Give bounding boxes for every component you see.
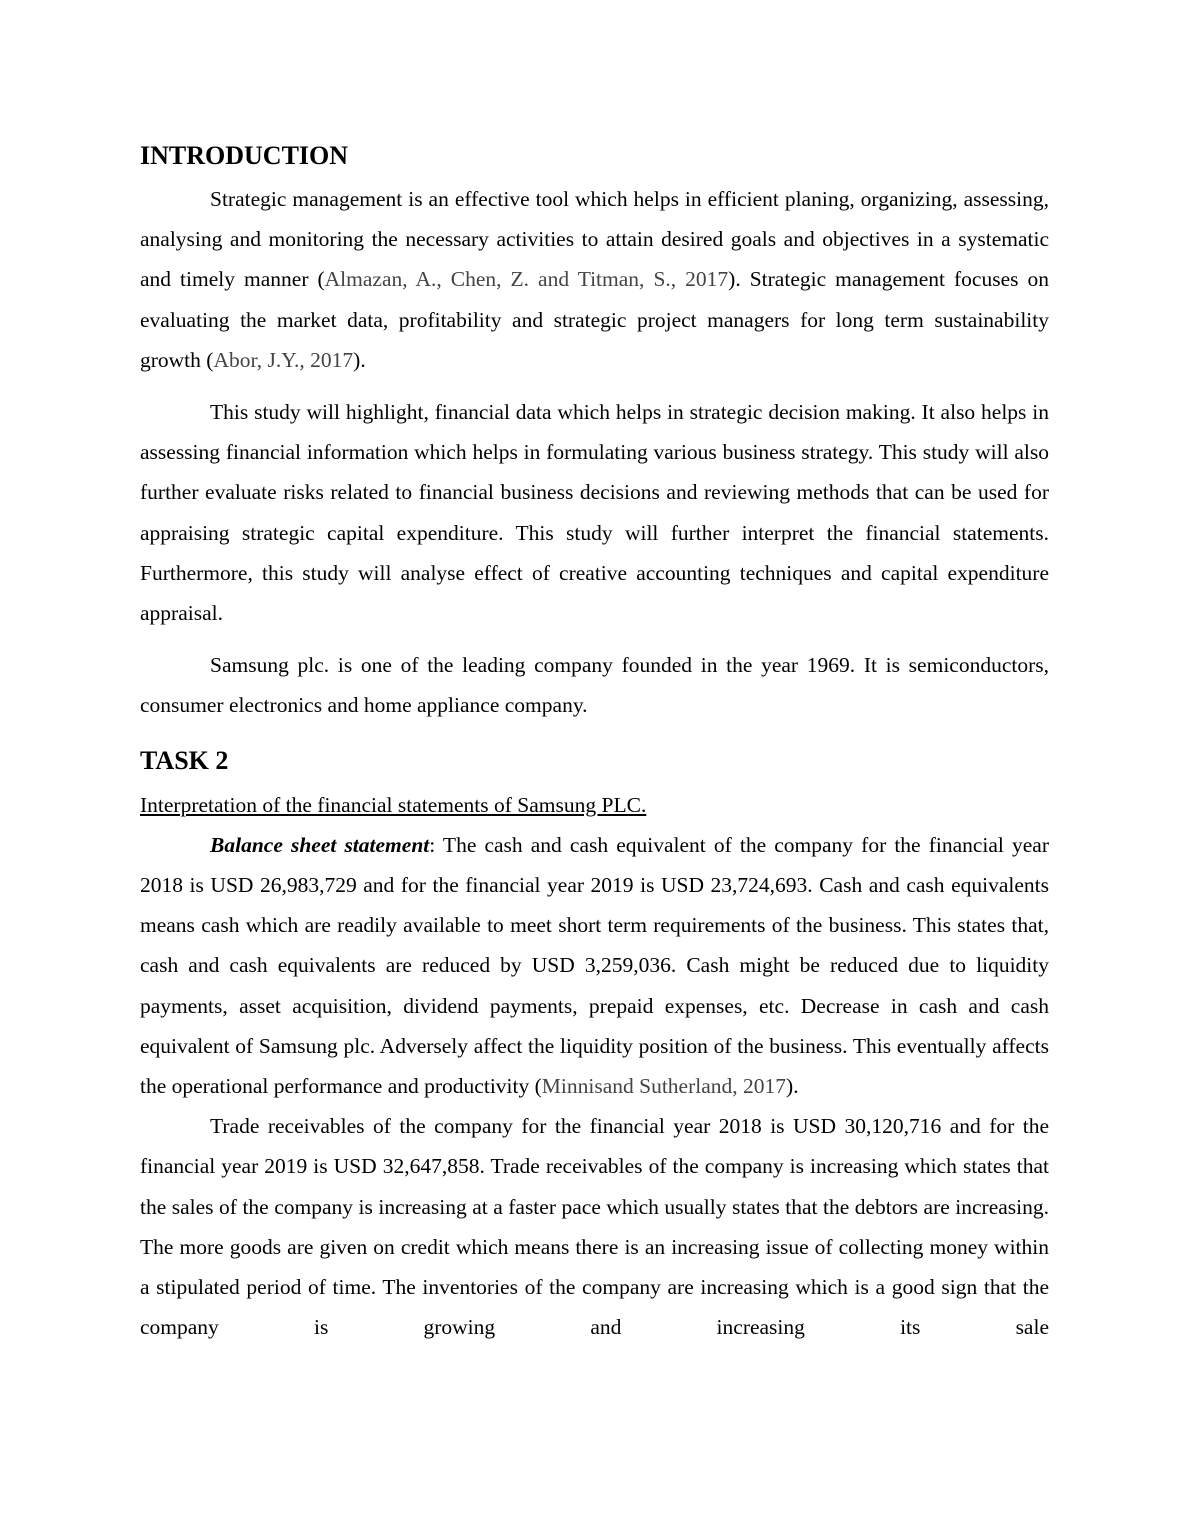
document-page [140,136,1049,1347]
citation-almazan: Almazan, A., Chen, Z. and Titman, S., 2017 [324,267,729,292]
intro-p1-text-a: Strategic management is an effective tool which helps in efficient planing, organizing, assessing, analysing and monitoring the necessary activities to attain desired goals and objectives in a systematic and timely manner ( [140,187,1049,292]
task2-p1-text-a: : The cash and cash equivalent of the company for the financial year 2018 is USD 26,983,729 and for the financial year 2019 is USD 23,724,693. Cash and cash equivalents means cash which are readily available to meet short term requirements of the business. This states that, cash and cash equivalents are reduced by USD 3,259,036. Cash might be reduced due to liquidity payments, asset acquisition, dividend payments, prepaid expenses, etc. Decrease in cash and cash equivalent of Samsung plc. Adversely affect the liquidity position of the business. This eventually affects the operational performance and productivity ( [140,832,1049,1099]
intro-paragraph-2: This study will highlight, financial data which helps in strategic decision making. It also helps in assessing financial information which helps in formulating various business strategy. This study will also further evaluate risks related to financial business decisions and reviewing methods that can be used for appraising strategic capital expenditure. This study will further interpret the financial statements. Furthermore, this study will analyse effect of creative accounting techniques and capital expenditure appraisal. [140,400,1049,626]
balance-sheet-lead: Balance sheet statement [210,832,430,857]
intro-paragraph-1 [140,179,1049,380]
task2-heading: TASK 2 [140,745,229,775]
task2-paragraph-1 [140,825,1049,1106]
task2-p1-text-b: ). [786,1074,799,1099]
citation-abor: Abor, J.Y., 2017 [213,347,354,372]
citation-minnis: Minnisand Sutherland, 2017 [541,1074,787,1099]
intro-heading: INTRODUCTION [140,141,349,170]
intro-paragraph-3: Samsung plc. is one of the leading company founded in the year 1969. It is semiconductors, consumer electronics and home appliance company. [140,653,1049,718]
task2-paragraph-2: Trade receivables of the company for the financial year 2018 is USD 30,120,716 and for the financial year 2019 is USD 32,647,858. Trade receivables of the company is increasing which states that the sales of the company is increasing at a faster pace which usually states that the debtors are increasing. The more goods are given on credit which means there is an increasing issue of collecting money within a stipulated period of time. The inventories of the company are increasing which is a good sign that the company is growing and increasing its sale [140,1114,1049,1340]
task2-subheading: Interpretation of the financial statements of Samsung PLC. [140,792,647,817]
intro-p1-text-b: ). Strategic management focuses on evaluating the market data, profitability and strategic project managers for long term sustainability growth ( [140,267,1049,372]
intro-p1-text-c: ). [353,347,366,372]
